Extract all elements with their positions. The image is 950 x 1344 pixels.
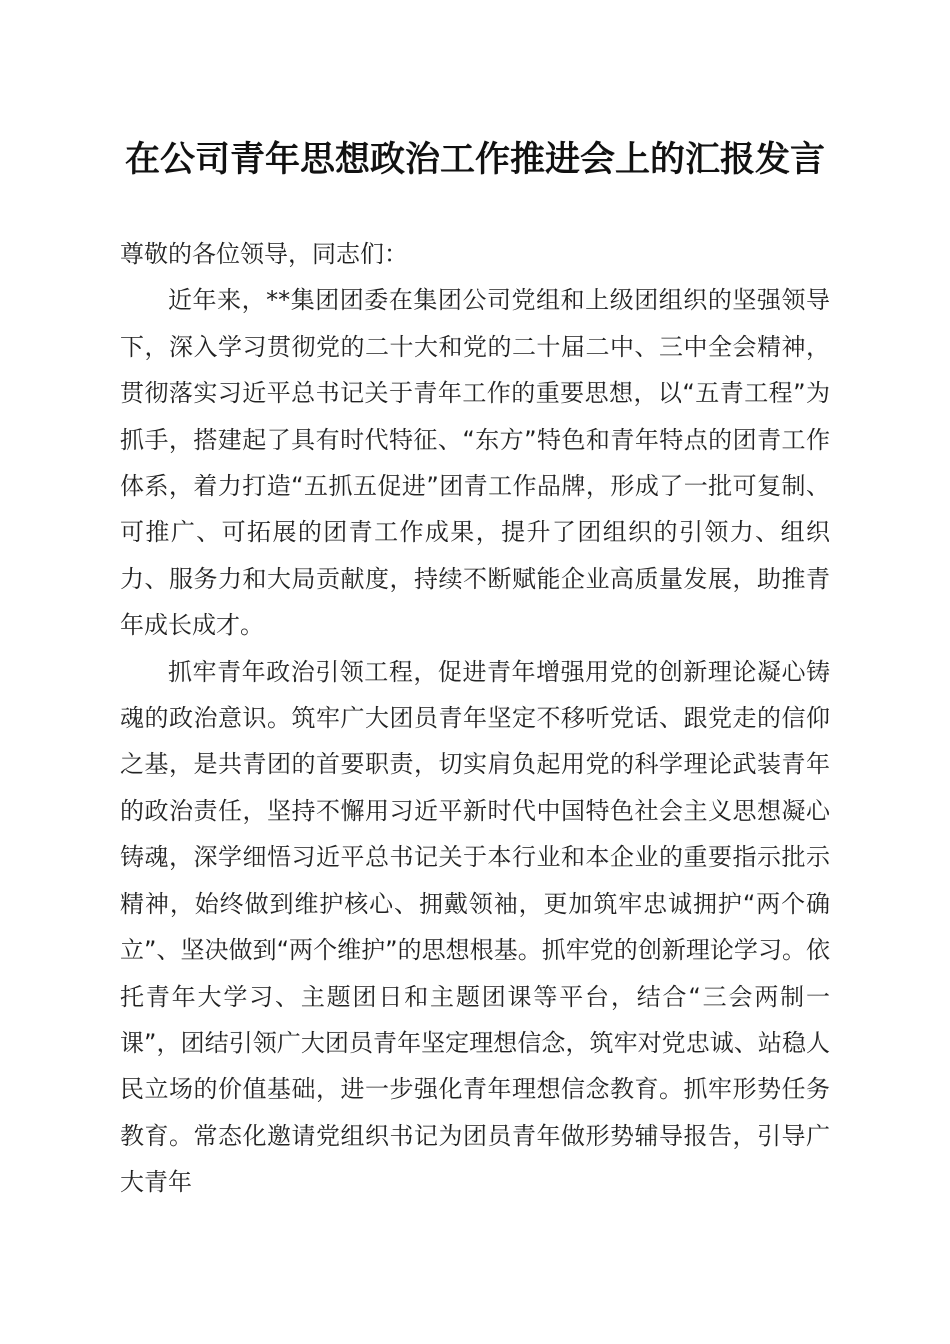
salutation: 尊敬的各位领导，同志们：: [120, 240, 408, 268]
paragraph-intro: 近年来，**集团团委在集团公司党组和上级团组织的坚强领导下，深入学习贯彻党的二十大和党的二十届二中、三中全会精神，贯彻落实习近平总书记关于青年工作的重要思想，以“五青工程”为抓手，搭建起了具有时代特征、“东方”特色和青年特点的团青工作体系，着力打造“五抓五促进”团青工作品牌，形成了一批可复制、可推广、可拓展的团青工作成果，提升了团组织的引领力、组织力、服务力和大局贡献度，持续不断赋能企业高质量发展，助推青年成长成才。: [120, 286, 830, 640]
document-body: [120, 231, 830, 1206]
paragraph-political-guidance: 抓牢青年政治引领工程，促进青年增强用党的创新理论凝心铸魂的政治意识。筑牢广大团员青年坚定不移听党话、跟党走的信仰之基，是共青团的首要职责，切实肩负起用党的科学理论武装青年的政治责任，坚持不懈用习近平新时代中国特色社会主义思想凝心铸魂，深学细悟习近平总书记关于本行业和本企业的重要指示批示精神，始终做到维护核心、拥戴领袖，更加筑牢忠诚拥护“两个确立”、坚决做到“两个维护”的思想根基。抓牢党的创新理论学习。依托青年大学习、主题团日和主题团课等平台，结合“三会两制一课”，团结引领广大团员青年坚定理想信念，筑牢对党忠诚、站稳人民立场的价值基础，进一步强化青年理想信念教育。抓牢形势任务教育。常态化邀请党组织书记为团员青年做形势辅导报告，引导广大青年: [120, 657, 830, 1197]
document-title: 在公司青年思想政治工作推进会上的汇报发言: [124, 139, 825, 180]
